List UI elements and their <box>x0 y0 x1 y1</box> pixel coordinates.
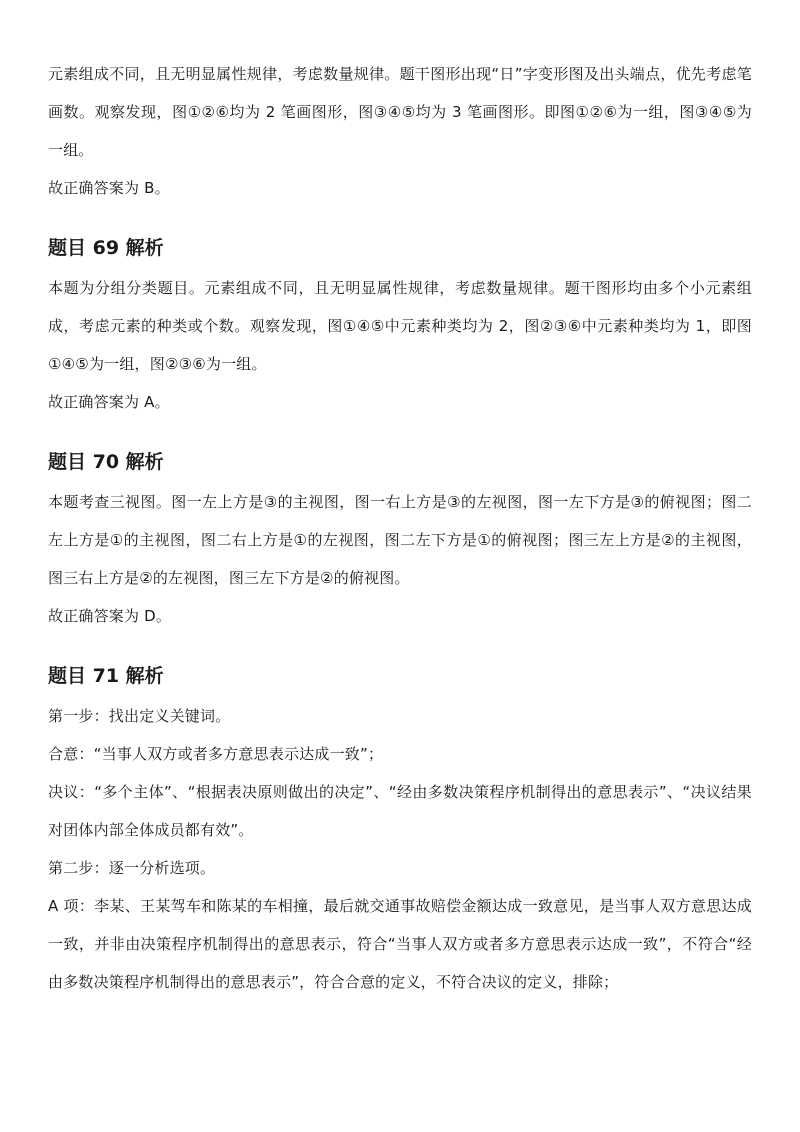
section-heading: 题目 69 解析 <box>48 237 164 259</box>
section-q71 <box>48 663 752 1001</box>
answer-line: 故正确答案为 A。 <box>48 393 170 411</box>
paragraph: 本题考查三视图。图一左上方是③的主视图，图一右上方是③的左视图，图一左下方是③的俯视图；图二左上方是①的主视图，图二右上方是①的左视图，图二左下方是①的俯视图；图三左上方是②的主视图，图三右上方是②的左视图，图三左下方是②的俯视图。 <box>48 493 752 587</box>
paragraph: 合意：“当事人双方或者多方意思表示达成一致”； <box>48 745 384 763</box>
section-heading: 题目 70 解析 <box>48 451 164 473</box>
paragraph: 决议：“多个主体”、“根据表决原则做出的决定”、“经由多数决策程序机制得出的意思表示”、“决议结果对团体内部全体成员都有效”。 <box>48 783 752 839</box>
section-q69 <box>48 235 752 421</box>
section-heading: 题目 71 解析 <box>48 665 164 687</box>
answer-line: 故正确答案为 D。 <box>48 607 172 625</box>
section-continued <box>48 55 752 207</box>
paragraph: 第一步：找出定义关键词。 <box>48 707 231 725</box>
paragraph: 元素组成不同，且无明显属性规律，考虑数量规律。题干图形出现“日”字变形图及出头端点，优先考虑笔画数。观察发现，图①②⑥均为 2 笔画图形，图③④⑤均为 3 笔画图形。即图①②⑥为一组，图③④⑤为一组。 <box>48 65 752 159</box>
section-q70 <box>48 449 752 635</box>
answer-line: 故正确答案为 B。 <box>48 179 170 197</box>
paragraph: 第二步：逐一分析选项。 <box>48 859 216 877</box>
paragraph: 本题为分组分类题目。元素组成不同，且无明显属性规律，考虑数量规律。题干图形均由多个小元素组成，考虑元素的种类或个数。观察发现，图①④⑤中元素种类均为 2，图②③⑥中元素种类均为 1，即图①④⑤为一组，图②③⑥为一组。 <box>48 279 752 373</box>
paragraph: A 项：李某、王某驾车和陈某的车相撞，最后就交通事故赔偿金额达成一致意见，是当事人双方意思达成一致，并非由决策程序机制得出的意思表示，符合“当事人双方或者多方意思表示达成一致”，不符合“经由多数决策程序机制得出的意思表示”，符合合意的定义，不符合决议的定义，排除； <box>48 897 752 991</box>
